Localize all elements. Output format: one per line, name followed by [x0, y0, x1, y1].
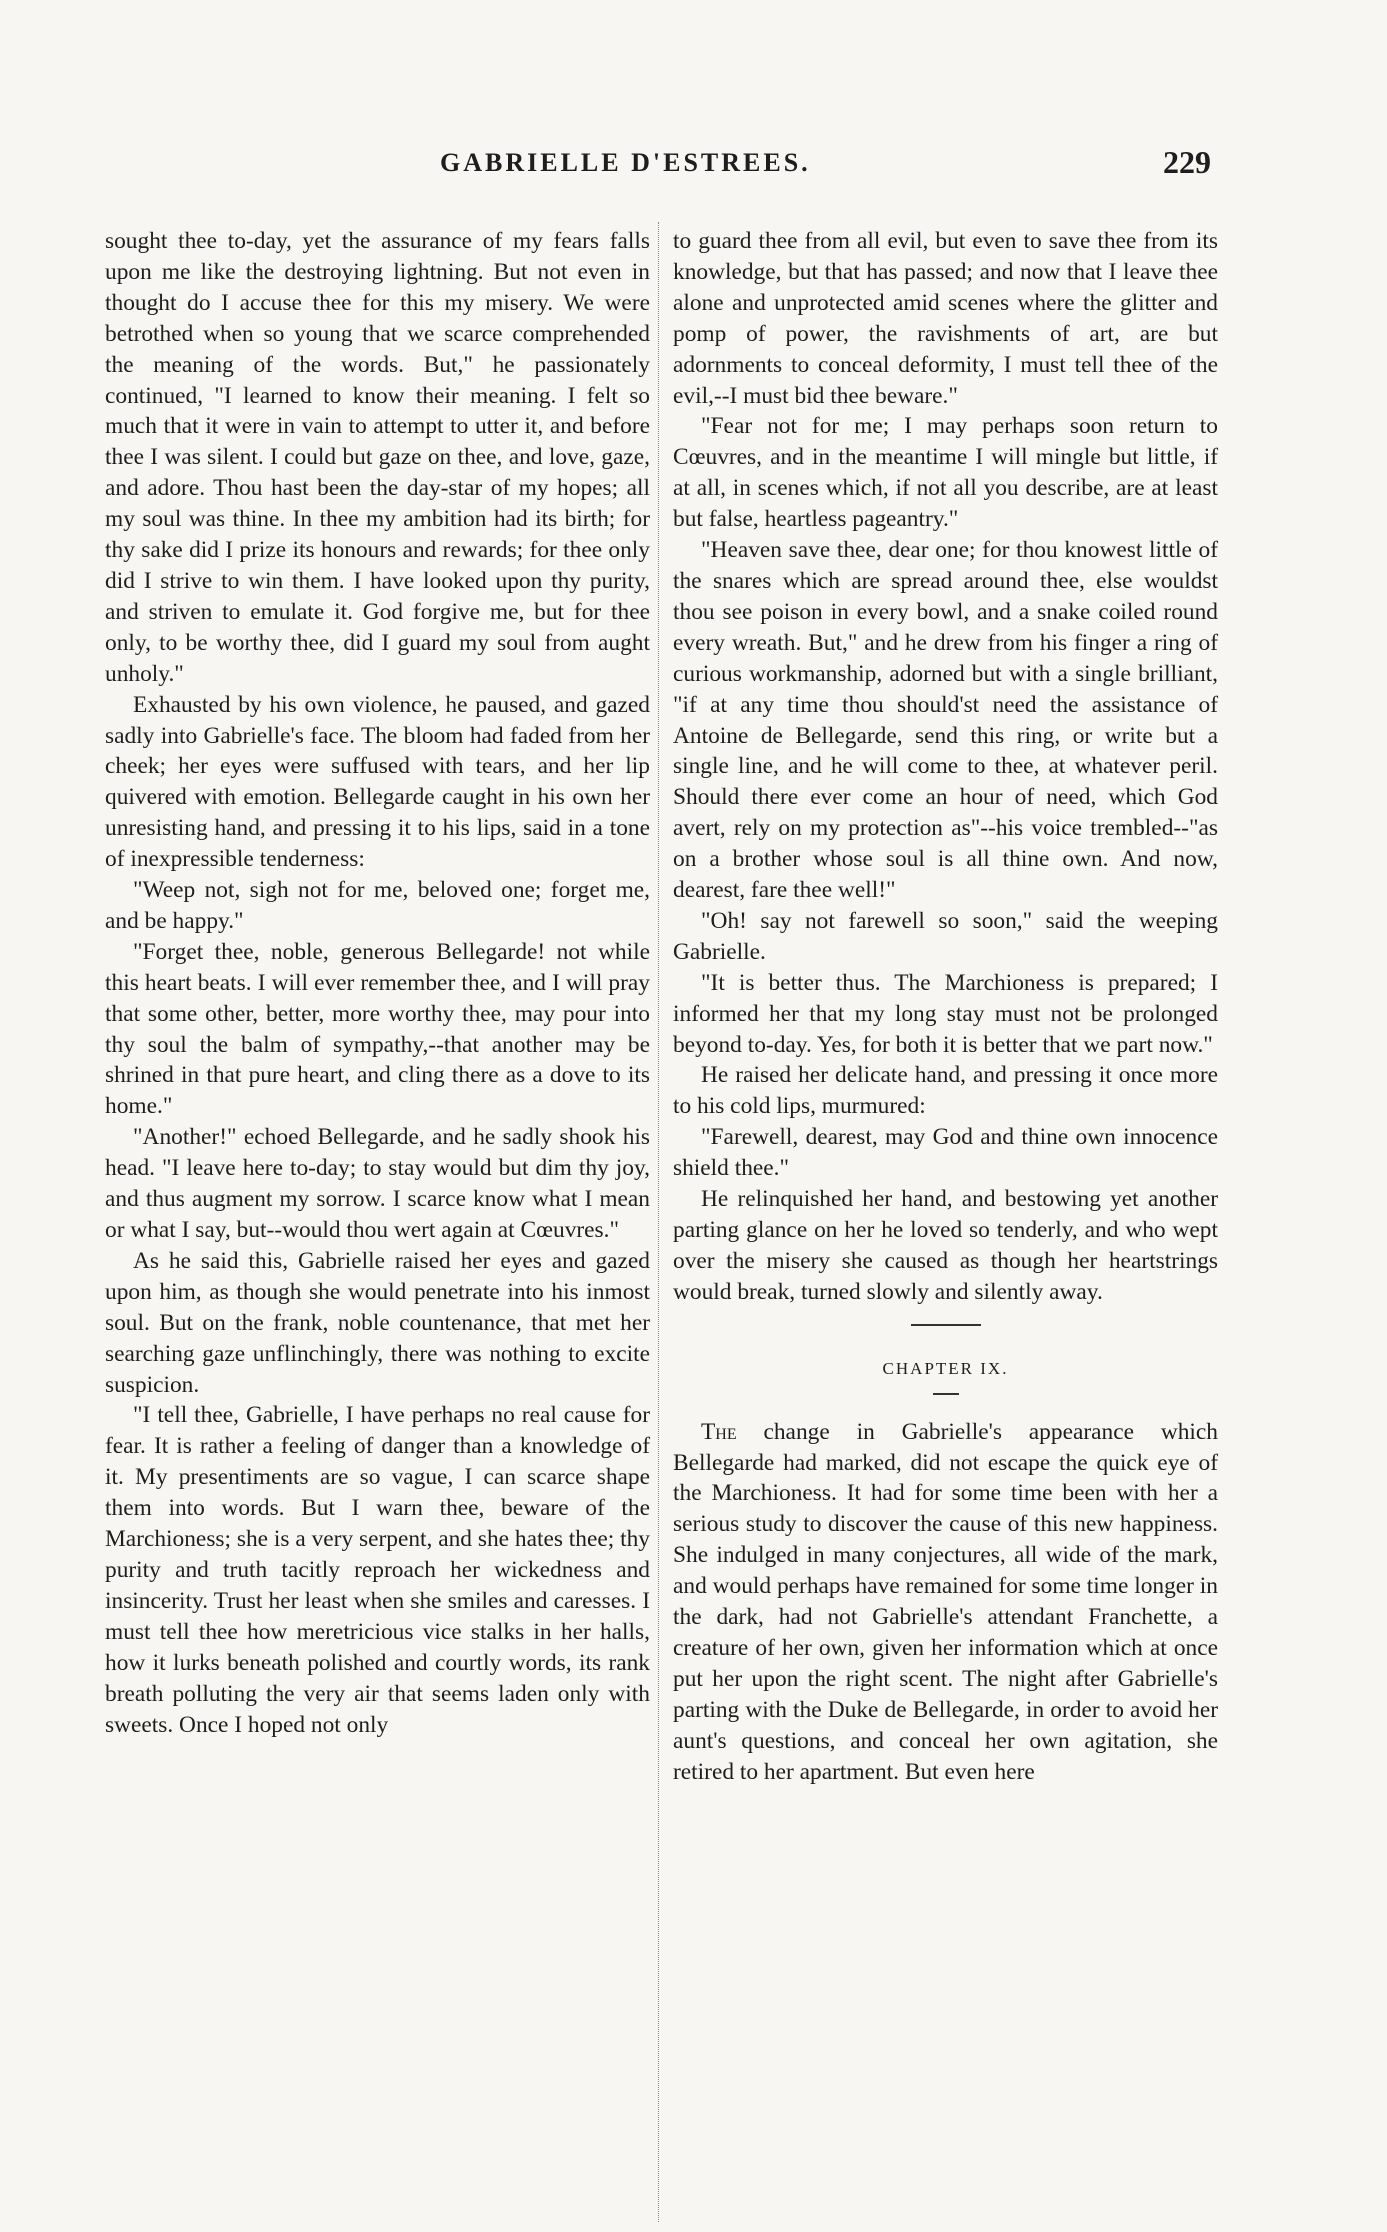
page-number: 229: [1163, 144, 1211, 180]
paragraph: sought thee to-day, yet the assurance of my fears falls upon me like the destroying lightning. But not even in thought do I accuse thee for this my misery. We were betrothed when so young that we scarce comprehended the meaning of the words. But," he passionately continued, "I learned to know their meaning. I felt so much that it were in vain to attempt to utter it, and before thee I was silent. I could but gaze on thee, and love, gaze, and adore. Thou hast been the day-star of my hopes; all my soul was thine. In thee my ambition had its birth; for thy sake did I prize its honours and rewards; for thee only did I strive to win them. I have looked upon thy purity, and striven to emulate it. God forgive me, but for thee only, to be worthy thee, did I guard my soul from aught unholy.": [105, 228, 650, 687]
column-divider: [658, 222, 659, 2222]
chapter-opening-paragraph: [673, 1417, 1218, 1788]
paragraph: "I tell thee, Gabrielle, I have perhaps no real cause for fear. It is rather a feeling of danger than a knowledge of it. My presentiments are so vague, I can scarce shape them into words. But I warn thee, beware of the Marchioness; she is a very serpent, and she hates thee; thy purity and truth tacitly reproach her wickedness and insincerity. Trust her least when she smiles and caresses. I must tell thee how meretricious vice stalks in her halls, how it lurks beneath polished and courtly words, its rank breath polluting the very air that seems laden only with sweets. Once I hoped not only: [105, 1402, 650, 1738]
opening-word: The: [701, 1418, 737, 1445]
paragraph: "Weep not, sigh not for me, beloved one; forget me, and be happy.": [105, 877, 650, 934]
right-column: [673, 226, 1218, 1788]
paragraph: "It is better thus. The Marchioness is prepared; I informed her that my long stay must not be prolonged beyond to-day. Yes, for both it is better that we part now.": [673, 969, 1218, 1058]
paragraph: Exhausted by his own violence, he paused, and gazed sadly into Gabrielle's face. The bloom had faded from her cheek; her eyes were suffused with tears, and her lip quivered with emotion. Bellegarde caught in his own her unresisting hand, and pressing it to his lips, said in a tone of inexpressible tenderness:: [105, 691, 650, 873]
paragraph: "Forget thee, noble, generous Bellegarde! not while this heart beats. I will ever remember thee, and I will pray that some other, better, more worthy thee, may pour into thy soul the balm of sympathy,--that another may be shrined in that pure heart, and cling there as a dove to its home.": [105, 938, 650, 1120]
chapter-heading: CHAPTER IX.: [882, 1358, 1009, 1378]
paragraph: "Fear not for me; I may perhaps soon return to Cœuvres, and in the meantime I will mingle but little, if at all, in scenes which, if not all you describe, are at least but false, heartless pageantry.": [673, 413, 1218, 533]
opening-text: change in Gabrielle's appearance which Bellegarde had marked, did not escape the quick eye of the Marchioness. It had for some time been with her a serious study to discover the cause of this new happiness. She indulged in many conjectures, all wide of the mark, and would perhaps have remained for some time longer in the dark, had not Gabrielle's attendant Franchette, a creature of her own, given her information which at once put her upon the right scent. The night after Gabrielle's parting with the Duke de Bellegarde, in order to avoid her aunt's questions, and conceal her own agitation, she retired to her apartment. But even here: [673, 1418, 1218, 1785]
paragraph: "Farewell, dearest, may God and thine own innocence shield thee.": [673, 1124, 1218, 1182]
left-column: [105, 226, 650, 1740]
paragraph: He relinquished her hand, and bestowing yet another parting glance on her he loved so tenderly, and who wept over the misery she caused as though her heartstrings would break, turned slowly and silently away.: [673, 1186, 1218, 1305]
chapter-rule: [933, 1393, 959, 1395]
paragraph: He raised her delicate hand, and pressing it once more to his cold lips, murmured:: [673, 1062, 1218, 1120]
paragraph: As he said this, Gabrielle raised her eyes and gazed upon him, as though she would penetrate into his inmost soul. But on the frank, noble countenance, that met her searching gaze unflinchingly, there was nothing to excite suspicion.: [105, 1247, 650, 1398]
paragraph: "Another!" echoed Bellegarde, and he sadly shook his head. "I leave here to-day; to stay would but dim thy joy, and thus augment my sorrow. I scarce know what I mean or what I say, but--would thou wert again at Cœuvres.": [105, 1124, 650, 1243]
running-title: GABRIELLE D'ESTREES.: [440, 148, 811, 177]
paragraph: "Heaven save thee, dear one; for thou knowest little of the snares which are spread around thee, else wouldst thou see poison in every bowl, and a snake coiled round every wreath. But," and he drew from his finger a ring of curious workmanship, adorned but with a single brilliant, "if at any time thou should'st need the assistance of Antoine de Bellegarde, send this ring, or write but a single line, and he will come to thee, at whatever peril. Should there ever come an hour of need, which God avert, rely on my protection as"--his voice trembled--"as on a brother whose soul is all thine own. And now, dearest, fare thee well!": [673, 537, 1218, 904]
section-rule: [911, 1324, 981, 1326]
page-header: [0, 144, 1387, 192]
paragraph: "Oh! say not farewell so soon," said the weeping Gabrielle.: [673, 907, 1218, 965]
paragraph: to guard thee from all evil, but even to save thee from its knowledge, but that has passed; and now that I leave thee alone and unprotected amid scenes where the glitter and pomp of power, the ravishments of art, are but adornments to conceal deformity, I must tell thee of the evil,--I must bid thee beware.": [673, 228, 1218, 409]
